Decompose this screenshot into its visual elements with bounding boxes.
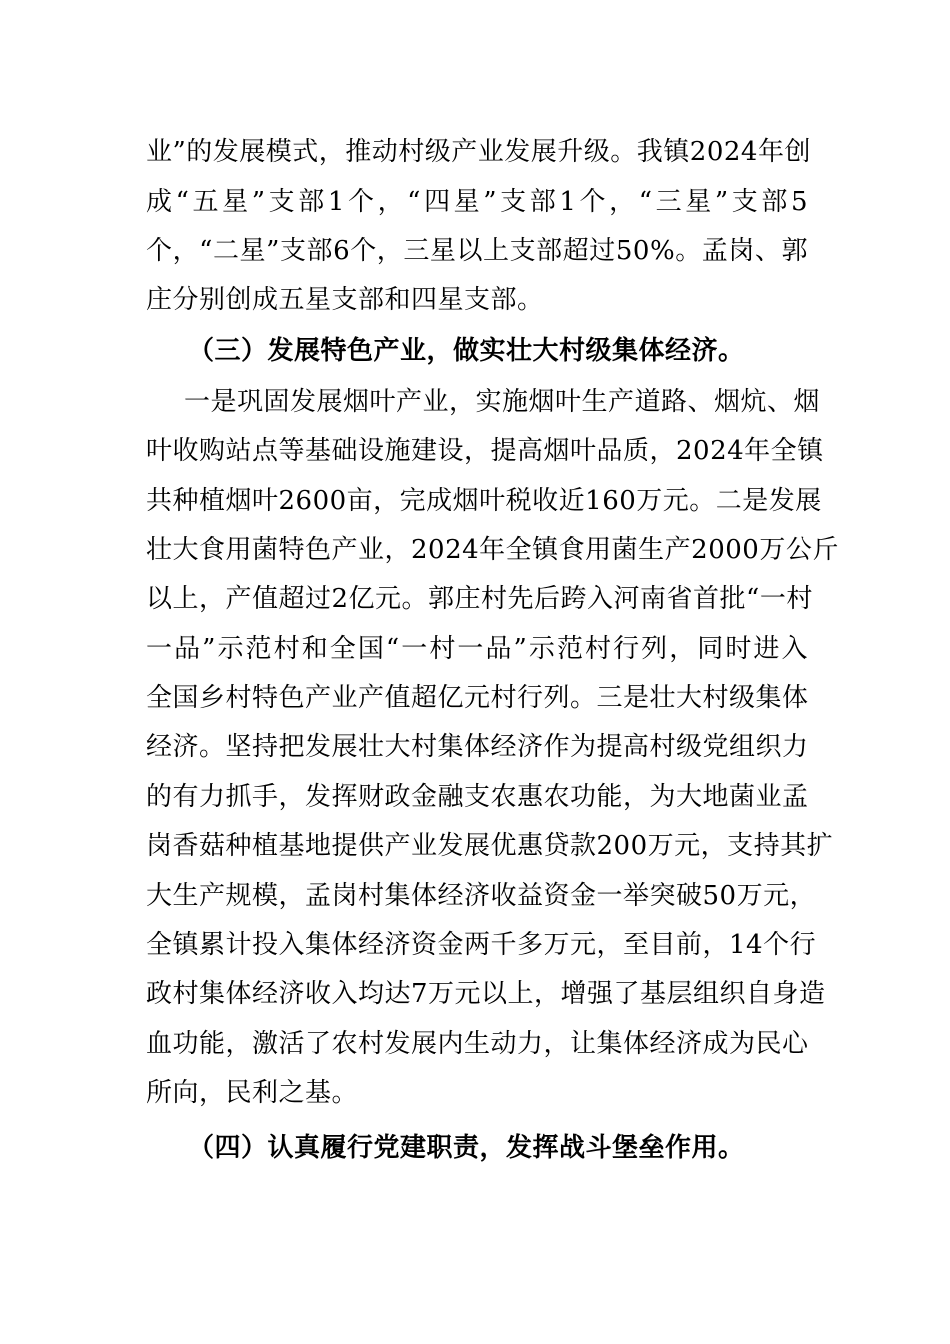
paragraph-line: 经济。坚持把发展壮大村集体经济作为提高村级党组织力 bbox=[146, 732, 809, 762]
paragraph-line: 共种植烟叶2600亩，完成烟叶税收近160万元。二是发展 bbox=[146, 486, 822, 516]
paragraph-line: 血功能，激活了农村发展内生动力，让集体经济成为民心 bbox=[146, 1029, 809, 1059]
paragraph-line: 的有力抓手，发挥财政金融支农惠农功能，为大地菌业孟 bbox=[146, 782, 809, 812]
paragraph-line: 业”的发展模式，推动村级产业发展升级。我镇2024年创 bbox=[146, 137, 811, 167]
paragraph-line: 叶收购站点等基础设施建设，提高烟叶品质，2024年全镇 bbox=[146, 436, 824, 466]
section-heading-4: （四）认真履行党建职责，发挥战斗堡垒作用。 bbox=[188, 1133, 745, 1163]
paragraph-line: 成“五星”支部1个，“四星”支部1个，“三星”支部5 bbox=[146, 187, 808, 217]
paragraph-line: 一品”示范村和全国“一村一品”示范村行列，同时进入 bbox=[146, 634, 808, 664]
section-heading-3: （三）发展特色产业，做实壮大村级集体经济。 bbox=[188, 336, 745, 366]
paragraph-line: 岗香菇种植基地提供产业发展优惠贷款200万元，支持其扩 bbox=[146, 831, 834, 861]
paragraph-line: 全镇累计投入集体经济资金两千多万元，至目前，14个行 bbox=[146, 930, 817, 960]
paragraph-line: 以上，产值超过2亿元。郭庄村先后跨入河南省首批“一村 bbox=[146, 584, 813, 614]
paragraph-line: 政村集体经济收入均达7万元以上，增强了基层组织自身造 bbox=[146, 979, 826, 1009]
paragraph-line: 个，“二星”支部6个，三星以上支部超过50%。孟岗、郭 bbox=[146, 236, 808, 266]
paragraph-line: 所向，民利之基。 bbox=[146, 1078, 359, 1108]
paragraph-line: 全国乡村特色产业产值超亿元村行列。三是壮大村级集体 bbox=[146, 683, 809, 713]
paragraph-line: 庄分别创成五星支部和四星支部。 bbox=[146, 285, 544, 315]
paragraph-line: 壮大食用菌特色产业，2024年全镇食用菌生产2000万公斤 bbox=[146, 535, 839, 565]
paragraph-line: 大生产规模，孟岗村集体经济收益资金一举突破50万元， bbox=[146, 881, 817, 911]
paragraph-line: 一是巩固发展烟叶产业，实施烟叶生产道路、烟炕、烟 bbox=[184, 387, 821, 417]
